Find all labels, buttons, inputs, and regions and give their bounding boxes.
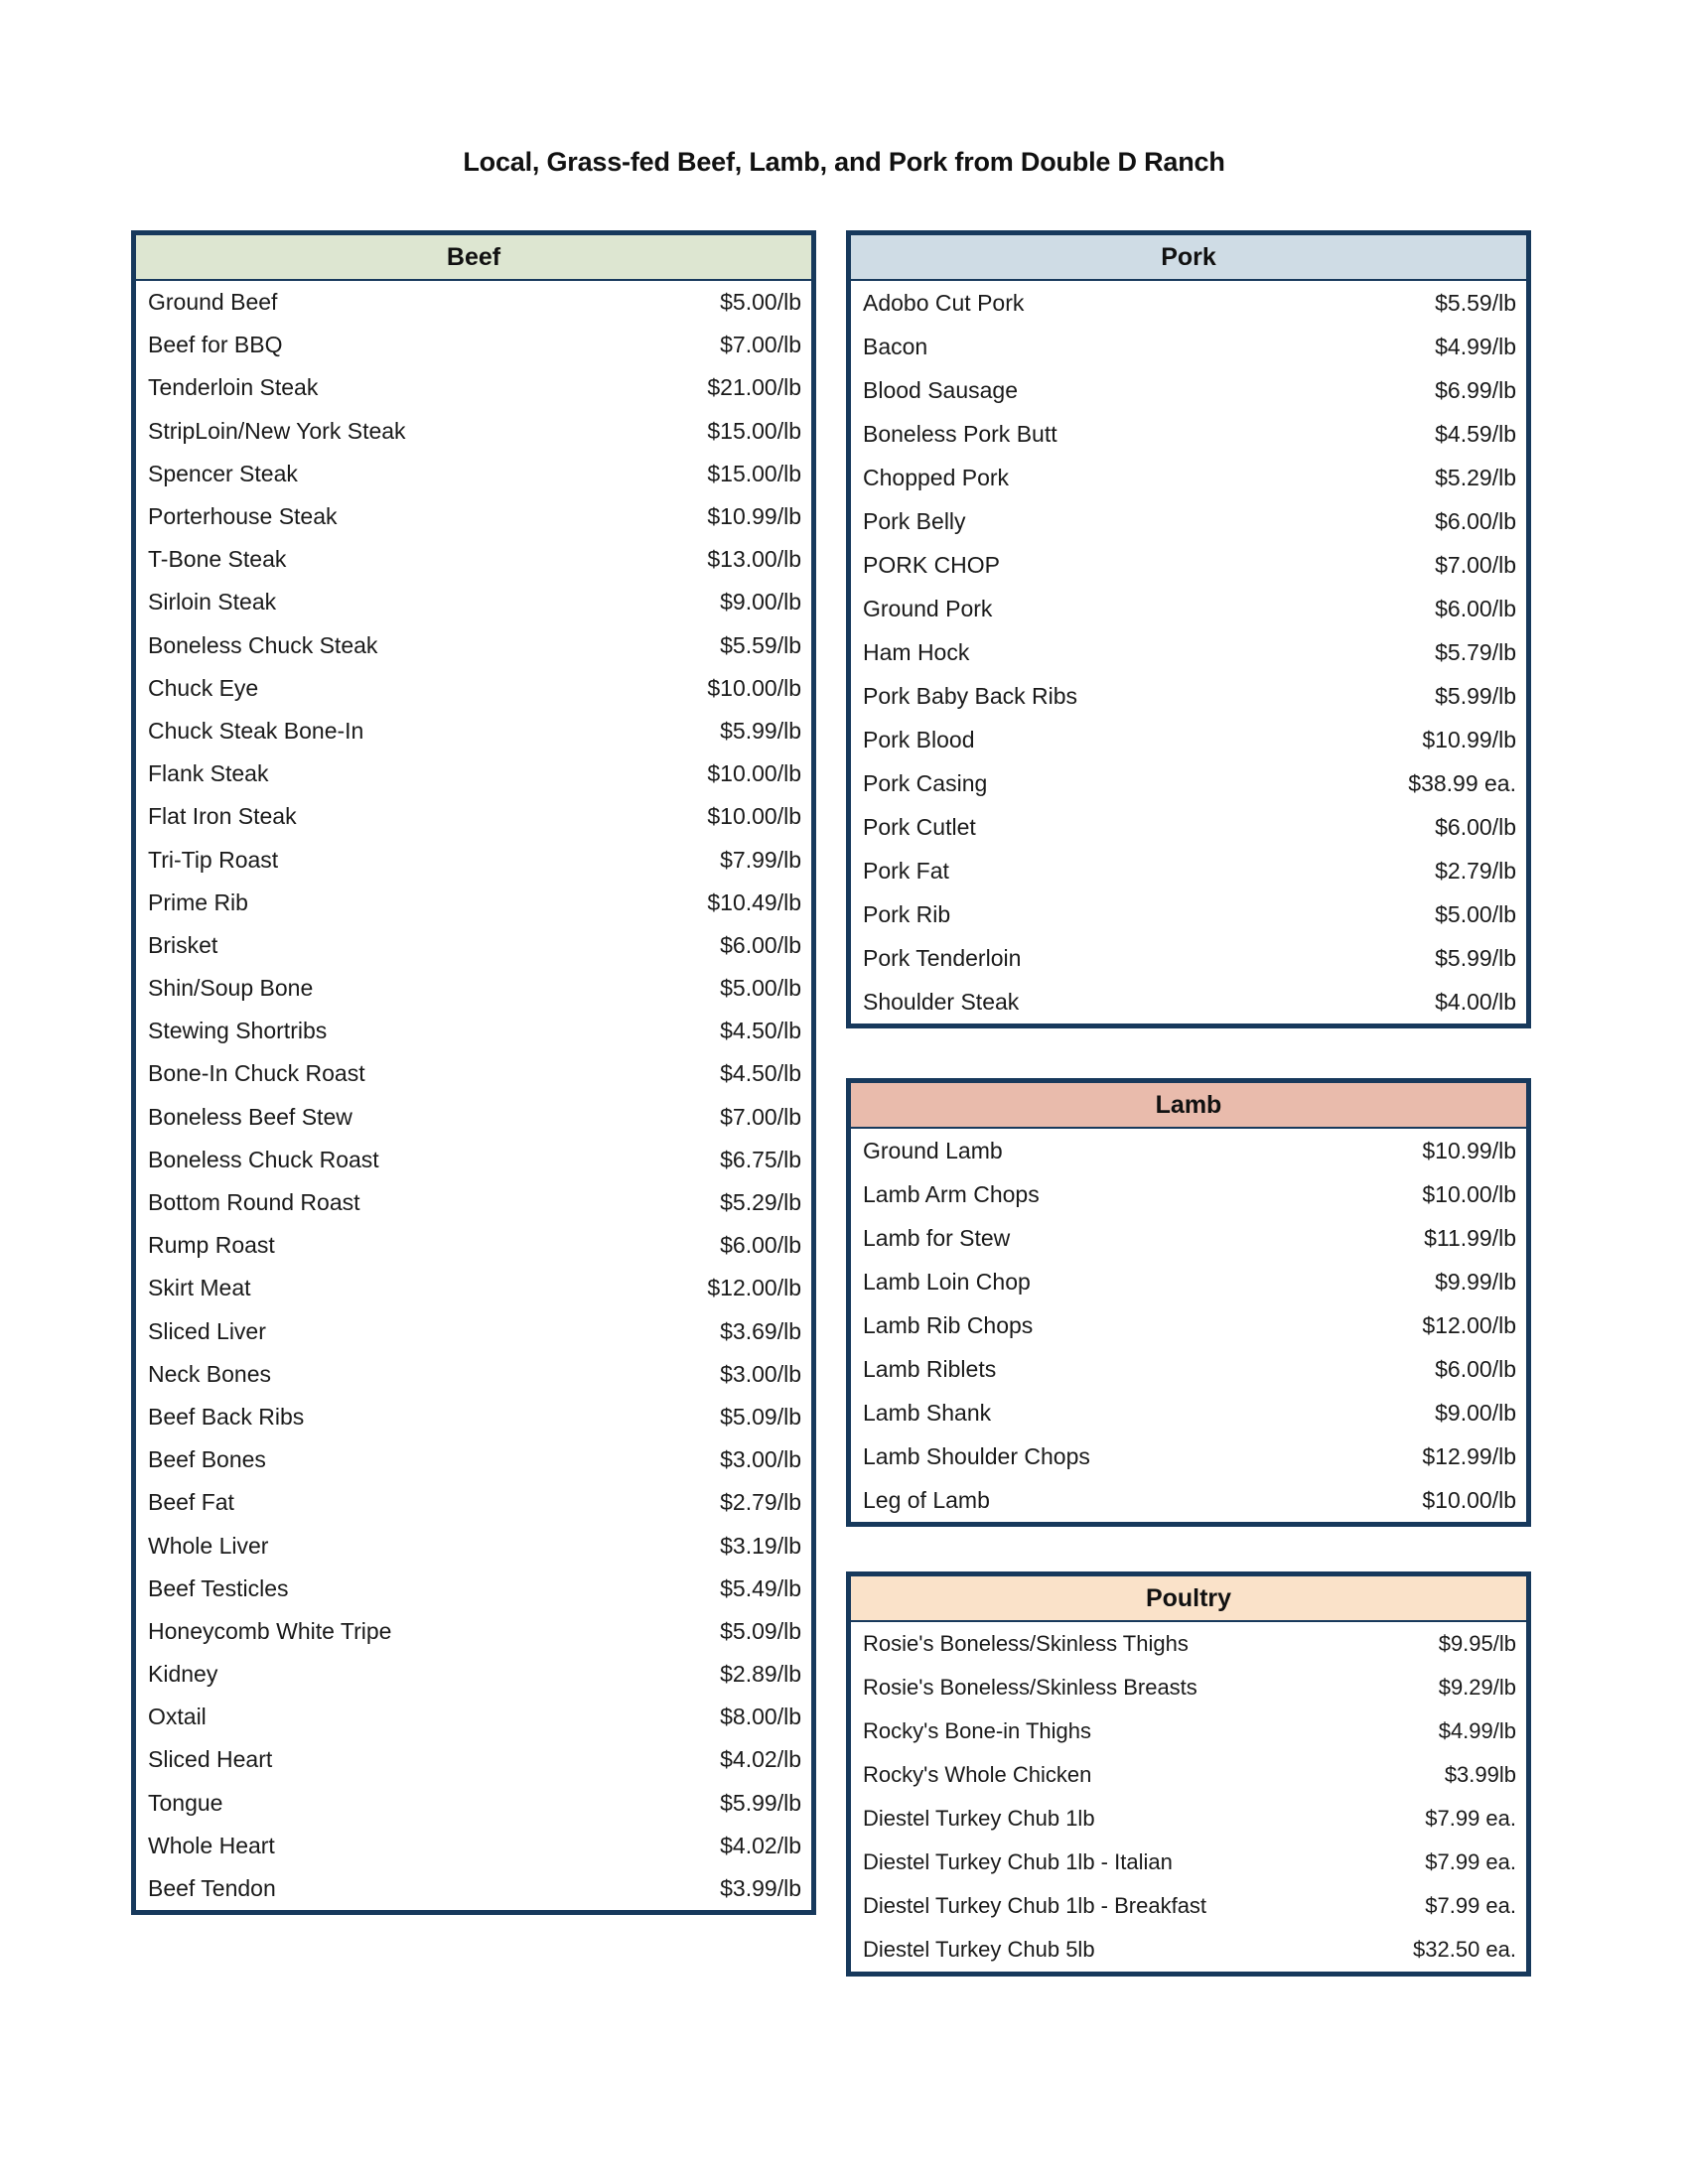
item-name: Pork Tenderloin <box>863 944 1022 971</box>
item-name: Boneless Beef Stew <box>148 1103 352 1130</box>
table-row <box>851 805 1526 849</box>
item-price: $3.99/lb <box>720 1875 801 1902</box>
item-name: Beef for BBQ <box>148 332 283 358</box>
item-name: Pork Fat <box>863 857 949 884</box>
item-name: Lamb Shank <box>863 1399 992 1426</box>
item-price: $5.00/lb <box>720 975 801 1002</box>
table-row <box>851 412 1526 456</box>
item-name: Lamb Loin Chop <box>863 1268 1031 1295</box>
item-name: Ham Hock <box>863 638 970 665</box>
item-name: Beef Tendon <box>148 1875 276 1902</box>
item-price: $38.99 ea. <box>1408 769 1516 796</box>
item-name: Diestel Turkey Chub 1lb <box>863 1806 1095 1831</box>
item-price: $7.99/lb <box>720 846 801 873</box>
table-row <box>851 1172 1526 1216</box>
table-row <box>851 1753 1526 1797</box>
table-row <box>136 882 811 924</box>
item-price: $15.00/lb <box>707 417 801 444</box>
table-row <box>136 453 811 495</box>
table-row <box>851 1303 1526 1347</box>
item-price: $3.00/lb <box>720 1360 801 1387</box>
item-name: Shoulder Steak <box>863 988 1020 1015</box>
item-name: Pork Rib <box>863 900 951 927</box>
table-row <box>136 1010 811 1052</box>
table-row <box>136 1139 811 1181</box>
item-price: $7.99 ea. <box>1425 1806 1516 1831</box>
table-row <box>851 1260 1526 1303</box>
item-name: Diestel Turkey Chub 1lb - Breakfast <box>863 1893 1207 1918</box>
item-price: $2.89/lb <box>720 1661 801 1688</box>
page-title: Local, Grass-fed Beef, Lamb, and Pork from Double D Ranch <box>463 147 1225 177</box>
item-price: $4.59/lb <box>1435 420 1516 447</box>
table-row <box>851 892 1526 936</box>
table-row <box>851 456 1526 499</box>
item-price: $3.00/lb <box>720 1446 801 1473</box>
item-price: $5.79/lb <box>1435 638 1516 665</box>
item-price: $21.00/lb <box>707 374 801 401</box>
table-row <box>851 1434 1526 1478</box>
table-row <box>851 761 1526 805</box>
item-price: $2.79/lb <box>720 1489 801 1516</box>
item-price: $4.50/lb <box>720 1018 801 1044</box>
item-price: $6.99/lb <box>1435 376 1516 403</box>
item-price: $3.69/lb <box>720 1317 801 1344</box>
table-row <box>136 366 811 409</box>
item-price: $9.29/lb <box>1438 1675 1516 1700</box>
item-price: $4.50/lb <box>720 1060 801 1087</box>
item-name: Tenderloin Steak <box>148 374 319 401</box>
item-price: $6.00/lb <box>1435 507 1516 534</box>
item-name: Prime Rib <box>148 888 248 915</box>
item-name: Kidney <box>148 1661 218 1688</box>
item-price: $12.99/lb <box>1422 1442 1516 1469</box>
beef-table-body <box>136 281 811 1910</box>
table-row <box>136 967 811 1010</box>
item-price: $5.99/lb <box>720 717 801 744</box>
item-name: Lamb Shoulder Chops <box>863 1442 1090 1469</box>
table-row <box>136 281 811 324</box>
item-name: Shin/Soup Bone <box>148 975 314 1002</box>
item-price: $5.59/lb <box>720 631 801 658</box>
table-row <box>136 1568 811 1610</box>
item-price: $10.99/lb <box>1422 726 1516 752</box>
item-price: $5.49/lb <box>720 1574 801 1601</box>
table-row <box>136 1181 811 1224</box>
item-price: $15.00/lb <box>707 460 801 486</box>
item-name: Ground Pork <box>863 595 993 621</box>
table-row <box>136 324 811 366</box>
item-price: $5.59/lb <box>1435 289 1516 316</box>
item-name: Lamb Rib Chops <box>863 1311 1034 1338</box>
lamb-table-body <box>851 1129 1526 1522</box>
pork-table-header: Pork <box>851 235 1526 281</box>
item-name: Beef Testicles <box>148 1574 289 1601</box>
table-row <box>851 1391 1526 1434</box>
table-row <box>851 630 1526 674</box>
table-row <box>851 1478 1526 1522</box>
item-price: $10.00/lb <box>707 803 801 830</box>
item-name: Oxtail <box>148 1704 207 1730</box>
item-price: $6.00/lb <box>1435 595 1516 621</box>
poultry-table-body <box>851 1622 1526 1972</box>
table-row <box>851 543 1526 587</box>
item-name: Porterhouse Steak <box>148 503 338 530</box>
item-price: $32.50 ea. <box>1413 1937 1516 1962</box>
table-row <box>851 1884 1526 1928</box>
item-name: Tongue <box>148 1789 223 1816</box>
item-name: Tri-Tip Roast <box>148 846 279 873</box>
item-price: $12.00/lb <box>1422 1311 1516 1338</box>
item-name: Whole Heart <box>148 1832 275 1858</box>
item-price: $12.00/lb <box>707 1275 801 1301</box>
item-price: $6.00/lb <box>1435 1355 1516 1382</box>
table-row <box>851 587 1526 630</box>
item-name: Beef Back Ribs <box>148 1403 305 1430</box>
item-name: PORK CHOP <box>863 551 1001 578</box>
item-price: $4.99/lb <box>1435 333 1516 359</box>
item-name: Whole Liver <box>148 1532 269 1559</box>
pork-table-body <box>851 281 1526 1024</box>
table-row <box>136 1481 811 1524</box>
item-price: $5.99/lb <box>1435 944 1516 971</box>
table-row <box>136 1353 811 1396</box>
item-price: $10.49/lb <box>707 888 801 915</box>
item-name: Boneless Chuck Steak <box>148 631 378 658</box>
table-row <box>136 1224 811 1267</box>
beef-price-table <box>131 230 816 1915</box>
table-row <box>851 849 1526 892</box>
poultry-price-table <box>846 1571 1531 1977</box>
table-row <box>136 1310 811 1353</box>
item-name: StripLoin/New York Steak <box>148 417 406 444</box>
item-price: $7.99 ea. <box>1425 1893 1516 1918</box>
table-row <box>851 325 1526 368</box>
table-row <box>136 1653 811 1696</box>
item-name: Sirloin Steak <box>148 589 277 615</box>
table-row <box>136 1696 811 1738</box>
table-row <box>136 795 811 838</box>
item-price: $5.00/lb <box>1435 900 1516 927</box>
item-name: Blood Sausage <box>863 376 1019 403</box>
item-price: $6.00/lb <box>1435 813 1516 840</box>
item-price: $9.99/lb <box>1435 1268 1516 1295</box>
item-price: $8.00/lb <box>720 1704 801 1730</box>
item-name: Boneless Chuck Roast <box>148 1146 379 1172</box>
table-row <box>851 674 1526 718</box>
item-name: Pork Belly <box>863 507 966 534</box>
item-price: $10.00/lb <box>707 760 801 787</box>
item-name: Bone-In Chuck Roast <box>148 1060 365 1087</box>
item-name: Chopped Pork <box>863 464 1010 490</box>
table-row <box>136 838 811 881</box>
table-row <box>851 499 1526 543</box>
item-price: $4.02/lb <box>720 1746 801 1773</box>
table-row <box>136 667 811 710</box>
item-price: $7.99 ea. <box>1425 1849 1516 1874</box>
beef-table-header: Beef <box>136 235 811 281</box>
table-row <box>136 410 811 453</box>
item-name: Lamb for Stew <box>863 1224 1011 1251</box>
item-name: Lamb Arm Chops <box>863 1180 1040 1207</box>
item-name: Beef Bones <box>148 1446 266 1473</box>
item-name: Beef Fat <box>148 1489 234 1516</box>
table-row <box>136 1867 811 1910</box>
item-price: $5.09/lb <box>720 1403 801 1430</box>
table-row <box>851 1709 1526 1753</box>
table-row <box>851 718 1526 761</box>
table-row <box>136 1782 811 1825</box>
item-price: $7.00/lb <box>720 1103 801 1130</box>
item-price: $10.00/lb <box>1422 1180 1516 1207</box>
item-price: $6.00/lb <box>720 1232 801 1259</box>
item-price: $2.79/lb <box>1435 857 1516 884</box>
item-price: $9.00/lb <box>720 589 801 615</box>
item-price: $10.00/lb <box>707 674 801 701</box>
item-name: Spencer Steak <box>148 460 298 486</box>
table-row <box>136 710 811 752</box>
table-row <box>851 1928 1526 1972</box>
item-price: $7.00/lb <box>720 332 801 358</box>
table-row <box>851 368 1526 412</box>
item-price: $10.99/lb <box>707 503 801 530</box>
table-row <box>136 1396 811 1438</box>
item-name: Ground Beef <box>148 289 278 316</box>
item-name: Honeycomb White Tripe <box>148 1617 392 1644</box>
item-price: $10.99/lb <box>1422 1137 1516 1163</box>
item-name: Rocky's Whole Chicken <box>863 1762 1092 1787</box>
item-name: Rump Roast <box>148 1232 275 1259</box>
item-name: Diestel Turkey Chub 1lb - Italian <box>863 1849 1173 1874</box>
table-row <box>851 1622 1526 1666</box>
item-name: Stewing Shortribs <box>148 1018 328 1044</box>
table-row <box>136 1738 811 1781</box>
item-price: $3.19/lb <box>720 1532 801 1559</box>
item-price: $11.99/lb <box>1424 1224 1516 1251</box>
table-row <box>136 495 811 538</box>
lamb-table-header: Lamb <box>851 1083 1526 1129</box>
item-price: $5.99/lb <box>720 1789 801 1816</box>
item-name: Sliced Liver <box>148 1317 266 1344</box>
item-name: Chuck Eye <box>148 674 259 701</box>
table-row <box>136 624 811 667</box>
item-price: $6.00/lb <box>720 931 801 958</box>
table-row <box>136 581 811 623</box>
lamb-price-table <box>846 1078 1531 1527</box>
item-price: $5.00/lb <box>720 289 801 316</box>
item-name: Pork Casing <box>863 769 988 796</box>
item-price: $9.95/lb <box>1438 1631 1516 1656</box>
item-name: Bacon <box>863 333 928 359</box>
item-name: Boneless Pork Butt <box>863 420 1057 447</box>
table-row <box>136 1052 811 1095</box>
item-name: Rocky's Bone-in Thighs <box>863 1718 1092 1743</box>
table-row <box>851 1347 1526 1391</box>
item-name: Flank Steak <box>148 760 269 787</box>
table-row <box>851 281 1526 325</box>
table-row <box>136 1096 811 1139</box>
table-row <box>136 924 811 967</box>
table-row <box>136 1524 811 1567</box>
item-name: Pork Baby Back Ribs <box>863 682 1078 709</box>
item-price: $4.02/lb <box>720 1832 801 1858</box>
item-price: $6.75/lb <box>720 1146 801 1172</box>
item-price: $5.99/lb <box>1435 682 1516 709</box>
item-name: Neck Bones <box>148 1360 272 1387</box>
item-price: $3.99lb <box>1444 1762 1516 1787</box>
item-price: $10.00/lb <box>1422 1486 1516 1513</box>
item-price: $9.00/lb <box>1435 1399 1516 1426</box>
item-name: Diestel Turkey Chub 5lb <box>863 1937 1095 1962</box>
item-name: T-Bone Steak <box>148 546 287 573</box>
item-price: $5.29/lb <box>720 1189 801 1216</box>
table-row <box>136 1825 811 1867</box>
item-price: $4.00/lb <box>1435 988 1516 1015</box>
item-name: Brisket <box>148 931 218 958</box>
item-name: Rosie's Boneless/Skinless Thighs <box>863 1631 1189 1656</box>
table-row <box>136 1438 811 1481</box>
item-name: Chuck Steak Bone-In <box>148 717 364 744</box>
table-row <box>851 1841 1526 1884</box>
table-row <box>851 980 1526 1024</box>
table-row <box>851 1129 1526 1172</box>
item-name: Bottom Round Roast <box>148 1189 360 1216</box>
pork-price-table <box>846 230 1531 1028</box>
table-row <box>136 538 811 581</box>
table-row <box>851 1666 1526 1709</box>
item-name: Leg of Lamb <box>863 1486 990 1513</box>
item-name: Pork Blood <box>863 726 975 752</box>
table-row <box>136 1267 811 1309</box>
poultry-table-header: Poultry <box>851 1576 1526 1622</box>
table-row <box>851 1216 1526 1260</box>
item-price: $5.29/lb <box>1435 464 1516 490</box>
table-row <box>851 936 1526 980</box>
item-name: Adobo Cut Pork <box>863 289 1025 316</box>
item-name: Rosie's Boneless/Skinless Breasts <box>863 1675 1197 1700</box>
item-name: Skirt Meat <box>148 1275 251 1301</box>
item-price: $13.00/lb <box>707 546 801 573</box>
item-name: Pork Cutlet <box>863 813 976 840</box>
item-name: Sliced Heart <box>148 1746 273 1773</box>
item-price: $5.09/lb <box>720 1617 801 1644</box>
item-name: Lamb Riblets <box>863 1355 997 1382</box>
item-price: $7.00/lb <box>1435 551 1516 578</box>
table-row <box>136 752 811 795</box>
item-name: Flat Iron Steak <box>148 803 297 830</box>
table-row <box>851 1797 1526 1841</box>
table-row <box>136 1610 811 1653</box>
item-name: Ground Lamb <box>863 1137 1003 1163</box>
item-price: $4.99/lb <box>1438 1718 1516 1743</box>
